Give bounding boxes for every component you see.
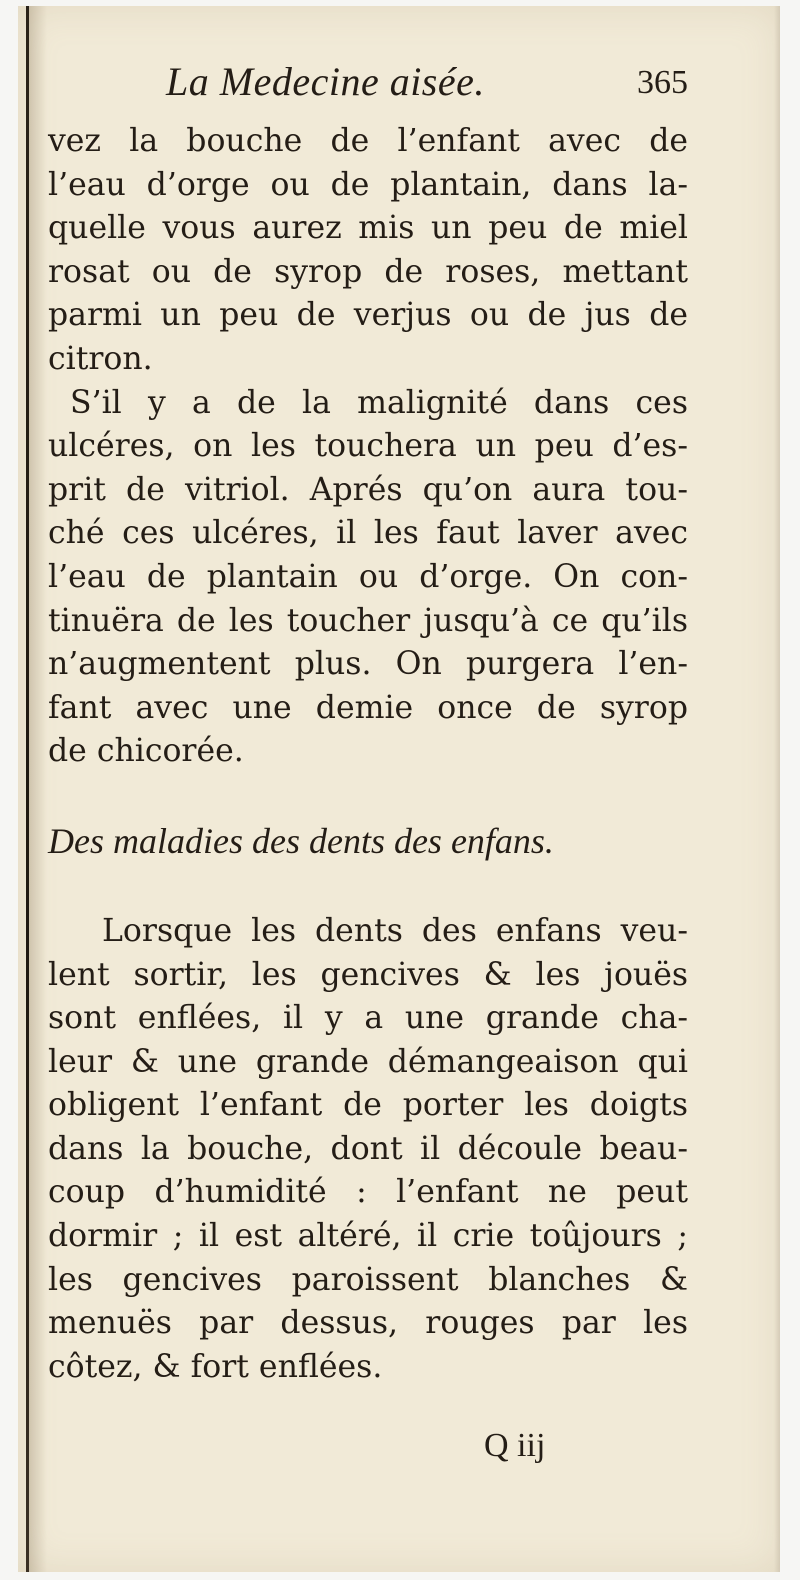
text-line: ulcéres, on les touchera un peu d’es- xyxy=(48,428,688,465)
text-line: lent sortir, les gencives & les jouës xyxy=(48,956,688,993)
text-line: S’il y a de la malignité dans ces xyxy=(70,384,688,421)
signature-mark: Q iij xyxy=(484,1427,546,1465)
page-header xyxy=(48,58,688,120)
text-line: parmi un peu de verjus ou de jus de xyxy=(48,297,688,334)
text-line: prit de vitriol. Aprés qu’on aura tou- xyxy=(48,471,688,508)
text-line: l’eau de plantain ou d’orge. On con- xyxy=(48,558,688,595)
text-line: coup d’humidité : l’enfant ne peut xyxy=(48,1174,688,1211)
text-line: l’eau d’orge ou de plantain, dans la- xyxy=(48,166,688,203)
text-line: dans la bouche, dont il découle beau- xyxy=(48,1130,688,1167)
book-page xyxy=(18,6,780,1572)
section-heading: Des maladies des dents des enfans. xyxy=(48,820,554,861)
paragraph-3 xyxy=(48,910,688,1390)
paragraph-2 xyxy=(48,382,688,774)
text-line: leur & une grande démangeaison qui xyxy=(48,1043,688,1080)
text-line: fant avec une demie once de syrop xyxy=(48,689,688,726)
text-line: Lorsque les dents des enfans veu- xyxy=(102,912,688,949)
text-line: rosat ou de syrop de roses, mettant xyxy=(48,253,688,290)
page-footer xyxy=(48,1427,688,1497)
page-text xyxy=(48,58,688,1497)
paragraph-1 xyxy=(48,120,688,382)
page-edge xyxy=(774,6,780,1572)
text-line: vez la bouche de l’enfant avec de xyxy=(48,123,688,159)
text-line: côtez, & fort enflées. xyxy=(48,1348,383,1385)
running-title: La Medecine aisée. xyxy=(166,59,485,104)
text-line: obligent l’enfant de porter les doigts xyxy=(48,1087,688,1124)
text-line: tinuëra de les toucher jusqu’à ce qu’ils xyxy=(48,602,688,639)
binding-shadow xyxy=(29,6,47,1572)
text-line: les gencives paroissent blanches & xyxy=(48,1261,688,1298)
text-line: quelle vous aurez mis un peu de miel xyxy=(48,210,688,247)
text-line: dormir ; il est altéré, il crie toûjours ; xyxy=(48,1218,688,1255)
text-line: citron. xyxy=(48,340,153,377)
text-line: n’augmentent plus. On purgera l’en- xyxy=(48,646,688,683)
text-line: menuës par dessus, rouges par les xyxy=(48,1305,688,1342)
page-number: 365 xyxy=(637,64,688,101)
text-line: de chicorée. xyxy=(48,733,244,770)
text-line: ché ces ulcéres, il les faut laver avec xyxy=(48,515,688,552)
text-line: sont enflées, il y a une grande cha- xyxy=(48,1000,688,1037)
